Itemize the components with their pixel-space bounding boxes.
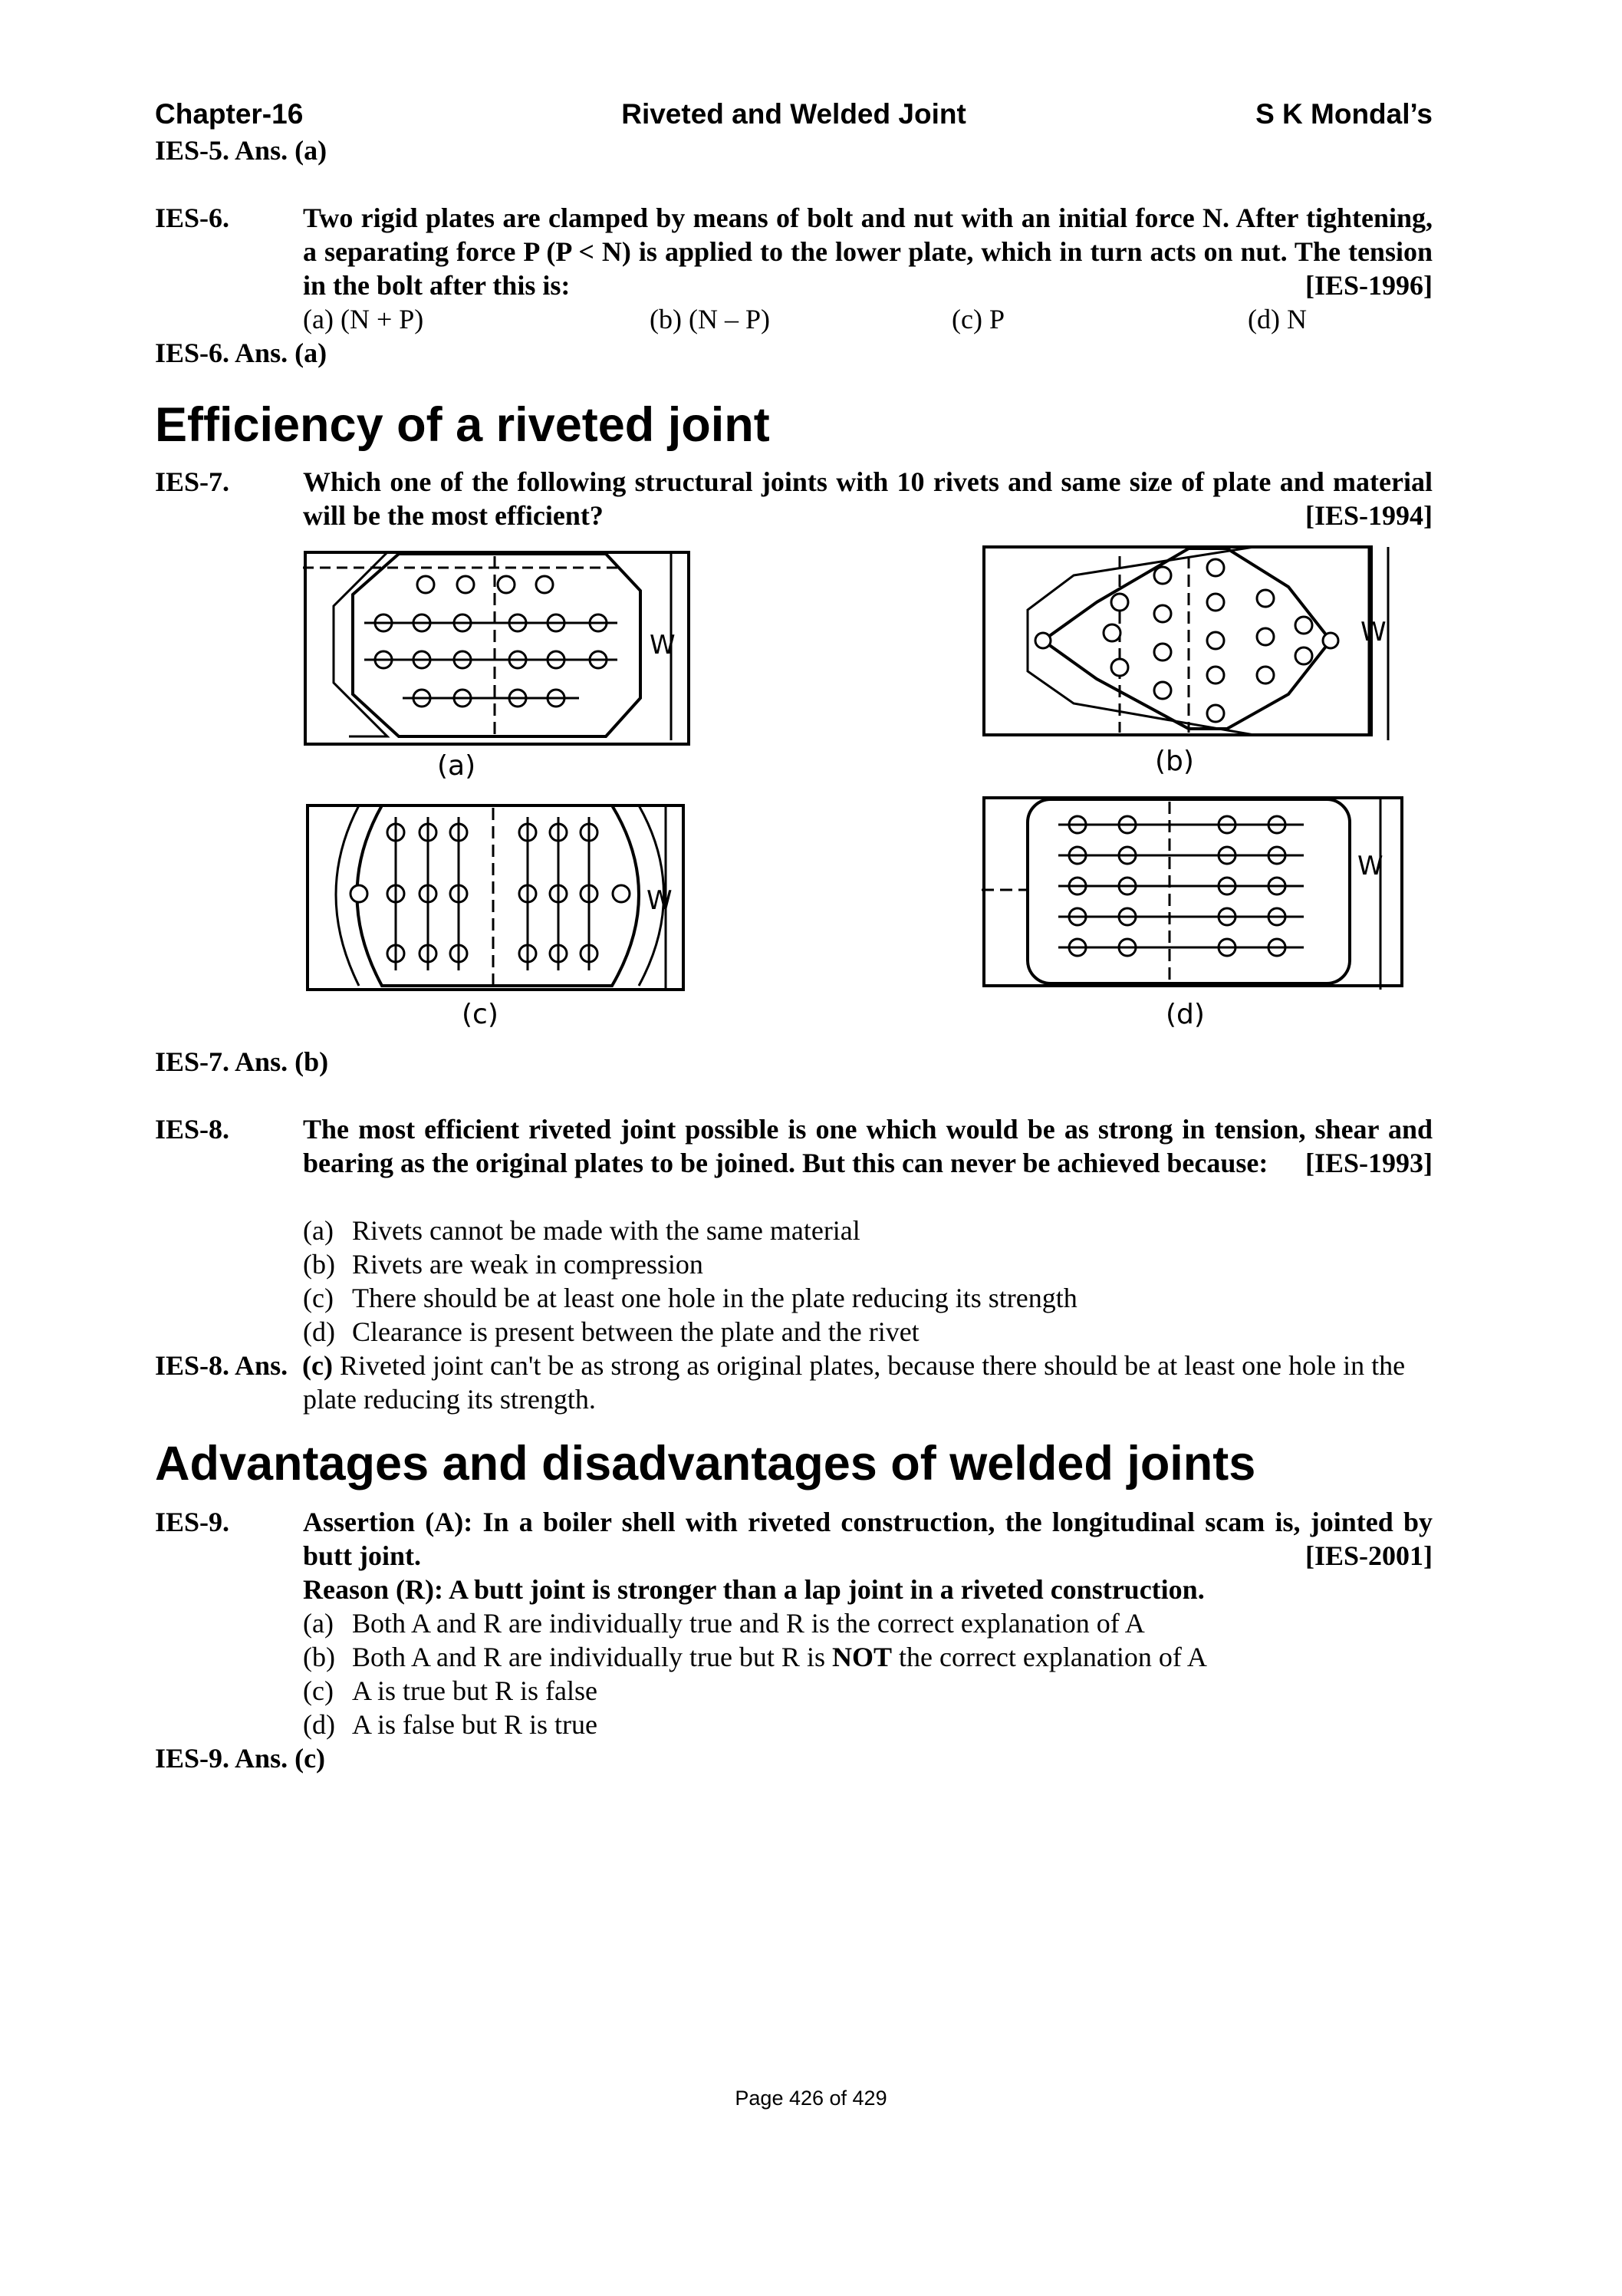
ies7-question — [303, 465, 1433, 532]
ies6-label: IES-6. — [155, 203, 230, 233]
ies8-option-b: (b) Rivets are weak in compression — [303, 1249, 703, 1280]
ies8-option-c: (c) There should be at least one hole in the plate reducing its strength — [303, 1283, 1077, 1313]
figure-d-joint-diagram — [982, 790, 1419, 997]
ies6-option-c: (c) P — [952, 304, 1005, 334]
ies8-answer — [303, 1349, 1433, 1416]
figure-a-joint-diagram — [303, 545, 702, 752]
ies9-tag: [IES-2001] — [1305, 1540, 1433, 1571]
ies7-tag: [IES-1994] — [1305, 500, 1433, 531]
ies8-option-a: (a) Rivets cannot be made with the same material — [303, 1215, 860, 1246]
ies9-assertion-text: Assertion (A): In a boiler shell with riveted construction, the longitudinal scam is, jointed by butt joint. — [303, 1507, 1433, 1571]
ies8-answer-text: Riveted joint can't be as strong as original plates, because there should be at least one hole in the plate reducing its strength. — [303, 1350, 1406, 1415]
ies7-label: IES-7. — [155, 466, 230, 497]
ies8-answer-key: (c) — [302, 1350, 333, 1381]
ies6-option-b: (b) (N – P) — [650, 304, 770, 334]
ies6-question-text: Two rigid plates are clamped by means of bolt and nut with an initial force N. After tightening, a separating force P (P < N) is applied to the lower plate, which in turn acts on nut. The tension in the bolt after this is: — [303, 203, 1433, 301]
ies8-label: IES-8. — [155, 1114, 230, 1145]
ies9-option-b: (b) Both A and R are individually true but R is NOT the correct explanation of A — [303, 1642, 1207, 1672]
chapter-label: Chapter-16 — [155, 98, 304, 130]
ies6-answer: IES-6. Ans. (a) — [155, 338, 327, 368]
chapter-title: Riveted and Welded Joint — [621, 98, 966, 130]
figure-d-dim-label: W — [1357, 851, 1383, 881]
figure-d-caption: (d) — [1166, 999, 1205, 1030]
ies9-option-a: (a) Both A and R are individually true and R is the correct explanation of A — [303, 1608, 1145, 1639]
figure-a-dim-label: W — [650, 630, 676, 660]
ies6-question — [303, 201, 1433, 302]
ies6-option-a: (a) (N + P) — [303, 304, 424, 334]
section-heading-welded: Advantages and disadvantages of welded joints — [155, 1437, 1256, 1491]
ies6-option-d: (d) N — [1248, 304, 1307, 334]
ies6-tag: [IES-1996] — [1305, 270, 1433, 301]
figure-b-dim-label: W — [1360, 617, 1387, 647]
ies7-answer: IES-7. Ans. (b) — [155, 1046, 329, 1077]
ies9-reason: Reason (R): A butt joint is stronger than a lap joint in a riveted construction. — [303, 1574, 1205, 1605]
page-number: Page 426 of 429 — [735, 2087, 887, 2110]
section-heading-efficiency: Efficiency of a riveted joint — [155, 398, 770, 452]
ies6-options — [303, 302, 1433, 336]
ies9-answer: IES-9. Ans. (c) — [155, 1743, 326, 1774]
figure-b-caption: (b) — [1155, 746, 1194, 777]
ies8-question — [303, 1112, 1433, 1180]
ies5-answer: IES-5. Ans. (a) — [155, 135, 327, 166]
ies9-assertion — [303, 1505, 1433, 1573]
ies9-option-c: (c) A is true but R is false — [303, 1675, 597, 1706]
ies9-option-d: (d) A is false but R is true — [303, 1709, 597, 1740]
ies8-answer-label: IES-8. Ans. — [155, 1350, 288, 1381]
figure-c-joint-diagram — [305, 794, 704, 997]
ies7-question-text: Which one of the following structural joints with 10 rivets and same size of plate and material will be the most efficient? — [303, 466, 1433, 531]
ies8-question-text: The most efficient riveted joint possible is one which would be as strong in tension, shear and bearing as the original plates to be joined. But this can never be achieved because: — [303, 1114, 1433, 1178]
ies9-label: IES-9. — [155, 1507, 230, 1537]
figure-c-caption: (c) — [462, 999, 498, 1030]
author-label: S K Mondal’s — [1255, 98, 1433, 130]
ies8-option-d: (d) Clearance is present between the plate and the rivet — [303, 1316, 920, 1347]
ies8-tag: [IES-1993] — [1305, 1148, 1433, 1178]
figure-b-joint-diagram — [982, 541, 1411, 752]
figure-a-caption: (a) — [437, 750, 476, 782]
figure-c-dim-label: W — [646, 885, 673, 916]
page-header — [155, 98, 1433, 135]
